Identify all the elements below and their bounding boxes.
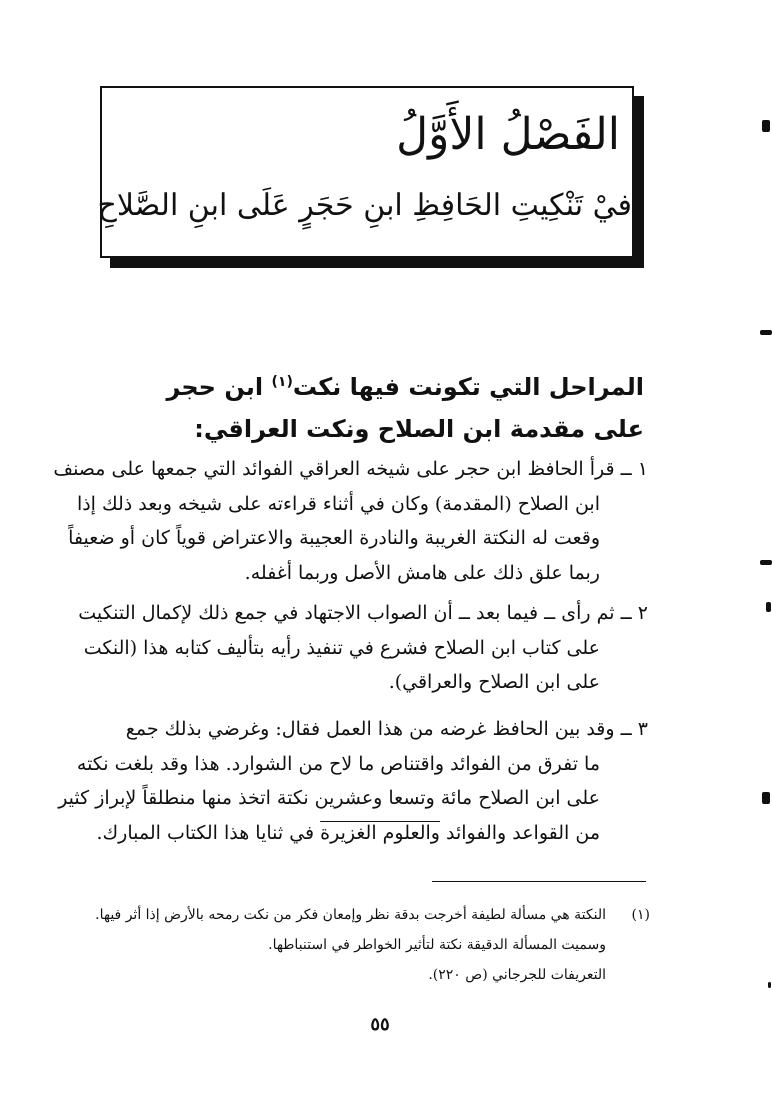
footnote-marker: (١) <box>631 907 650 923</box>
footnote-line-1 <box>94 900 650 930</box>
footnote-line-2: وسميت المسألة الدقيقة نكتة لتأثير الخواطر في استنباطها. <box>268 937 606 953</box>
scan-edge-mark <box>762 120 770 132</box>
paragraph-text: في ثنايا هذا الكتاب المبارك. <box>96 821 315 844</box>
footnote-reference: (١) <box>271 374 293 390</box>
marked-text: والعلوم الغزيرة <box>320 821 440 844</box>
paragraph-line: ربما علق ذلك على هامش الأصل وربما أغفله. <box>244 561 600 584</box>
scan-edge-mark <box>766 602 771 612</box>
paragraph-line: ٢ ــ ثم رأى ــ فيما بعد ــ أن الصواب الاجتهاد في جمع ذلك لإكمال التنكيت <box>78 602 648 624</box>
paragraph-1 <box>53 452 648 590</box>
scan-edge-mark <box>768 982 771 988</box>
paragraph-text: من القواعد والفوائد <box>445 821 600 844</box>
scan-edge-mark <box>762 792 770 804</box>
scan-edge-mark <box>760 330 772 335</box>
chapter-subtitle: فيْ تَنْكِيتِ الحَافِظِ ابنِ حَجَرٍ عَلَى ابنِ الصَّلاحِ <box>97 188 632 223</box>
paragraph-line: وقعت له النكتة الغريبة والنادرة العجيبة والاعتراض قوياً كان أو ضعيفاً <box>68 527 600 549</box>
section-heading-text-b: ابن حجر <box>166 373 264 401</box>
page-number: ٥٥ <box>370 1014 390 1035</box>
footnote-text: النكتة هي مسألة لطيفة أخرجت بدقة نظر وإمعان فكر من نكت رمحه بالأرض إذا أثر فيها. <box>95 907 606 923</box>
chapter-title: الفَصْلُ الأَوَّلُ <box>396 109 620 160</box>
paragraph-line: ٣ ــ وقد بين الحافظ غرضه من هذا العمل فقال: وغرضي بذلك جمع <box>125 718 648 740</box>
paragraph-line: على ابن الصلاح مائة وتسعا وعشرين نكتة اتخذ منها منطلقاً لإبراز كثير <box>58 787 600 809</box>
footnote <box>94 900 650 990</box>
section-heading <box>164 366 644 450</box>
paragraph-line: على ابن الصلاح والعراقي). <box>388 671 600 693</box>
paragraph-line: على كتاب ابن الصلاح فشرع في تنفيذ رأيه بتأليف كتابه هذا (النكت <box>83 636 600 659</box>
paragraph-line: ١ ــ قرأ الحافظ ابن حجر على شيخه العراقي الفوائد التي جمعها على مصنف <box>53 458 648 480</box>
scan-edge-mark <box>760 560 772 565</box>
section-heading-line-1 <box>164 366 644 408</box>
paragraph-3 <box>58 712 648 850</box>
section-heading-line-2: على مقدمة ابن الصلاح ونكت العراقي: <box>194 415 644 443</box>
footnote-line-3: التعريفات للجرجاني (ص ٢٢٠). <box>428 967 606 983</box>
paragraph-2 <box>78 596 648 700</box>
footnote-divider <box>432 881 646 882</box>
chapter-title-box <box>97 86 634 258</box>
paragraph-line-last <box>96 816 648 851</box>
paragraph-line: ما تفرق من الفوائد واقتناص ما لاح من الشوارد. هذا وقد بلغت نكته <box>76 752 600 775</box>
section-heading-text-a: المراحل التي تكونت فيها نكت <box>292 373 644 401</box>
paragraph-line: ابن الصلاح (المقدمة) وكان في أثناء قراءته على شيخه وبعد ذلك إذا <box>76 492 600 515</box>
